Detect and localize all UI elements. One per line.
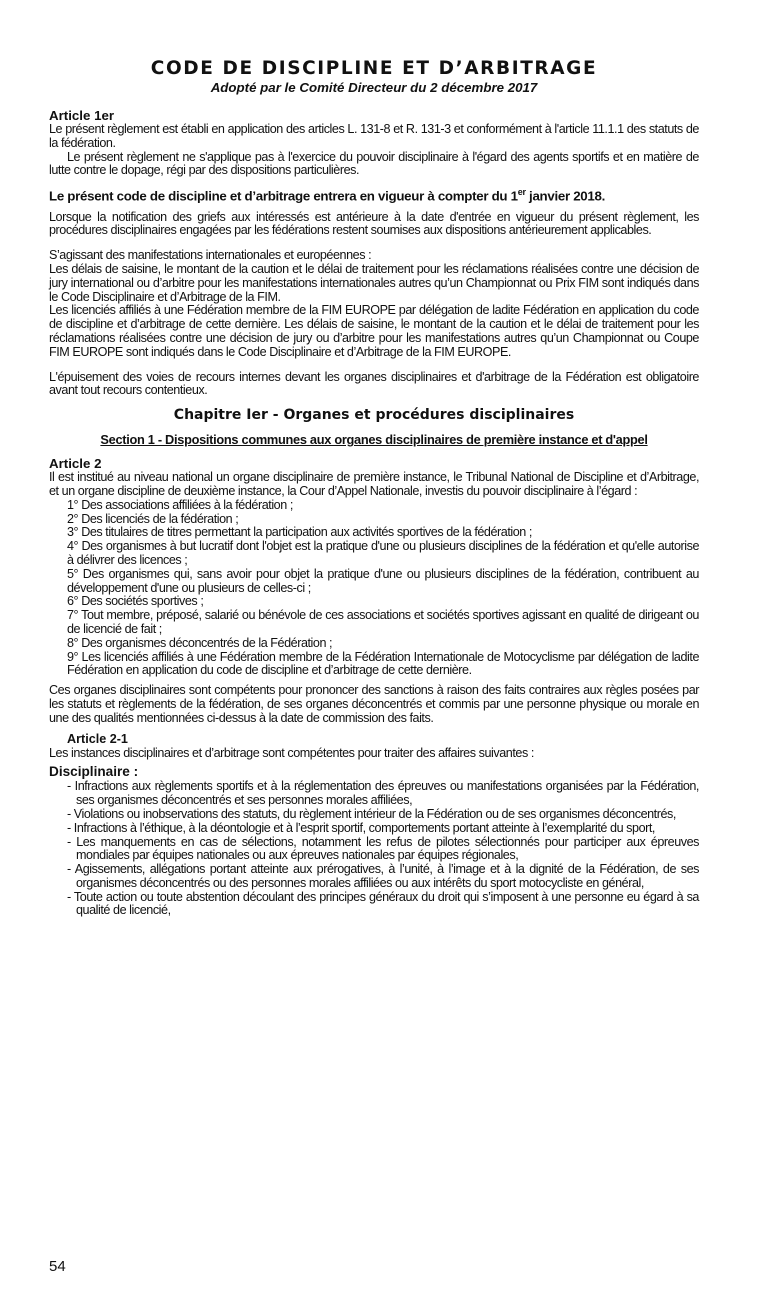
article-1-paragraph: L'épuisement des voies de recours internes devant les organes disciplinaires et d'arbitrage de la Fédération est obligatoire avant tout recours contentieux. [49, 369, 699, 398]
list-item: 5° Des organismes qui, sans avoir pour objet la pratique d'une ou plusieurs disciplines de la fédération, contribuent au développement d'une ou plusieurs de celles-ci ; [67, 566, 699, 595]
article-1-paragraph: S’agissant des manifestations internationales et européennes : [49, 248, 372, 263]
list-item: 7° Tout membre, préposé, salarié ou bénévole de ces associations et sociétés sportives agissant en qualité de dirigeant ou de licencié de fait ; [67, 608, 699, 636]
page-number: 54 [49, 1258, 66, 1275]
section-heading: Section 1 - Dispositions communes aux organes disciplinaires de première instance et d'appel [100, 432, 648, 448]
document-subtitle: Adopté par le Comité Directeur du 2 décembre 2017 [210, 80, 538, 95]
disciplinary-list [49, 780, 699, 918]
list-item: - Violations ou inobservations des statuts, du règlement intérieur de la Fédération ou de ses organismes déconcentrés, [67, 806, 676, 821]
article-2-1-intro: Les instances disciplinaires et d’arbitrage sont compétentes pour traiter des affaires suivantes : [49, 745, 534, 760]
article-2-intro: Il est institué au niveau national un organe disciplinaire de première instance, le Tribunal National de Discipline et d’Arbitrage, et un organe discipline de deuxième instance, la Cour d’Appel Nationale, investis du pouvoir disciplinaire à l’égard : [49, 470, 699, 498]
article-2-list [49, 499, 699, 678]
article-2-closing: Ces organes disciplinaires sont compétents pour prononcer des sanctions à raison des faits contraires aux règles posées par les statuts et règlements de la fédération, de ses organes déconcentrés et commis par une personne physique ou morale en une des qualités mentionnées ci-dessus à la date de commission des faits. [49, 683, 699, 725]
list-item: 6° Des sociétés sportives ; [67, 594, 204, 609]
article-2-1-heading: Article 2-1 [67, 731, 128, 746]
list-item: 4° Des organismes à but lucratif dont l'objet est la pratique d'une ou plusieurs disciplines de la fédération et qu'elle autorise à délivrer des licences ; [67, 539, 699, 567]
list-item: - Infractions à l’éthique, à la déontologie et à l’esprit sportif, comportements portant atteinte à l’exemplarité du sport, [67, 820, 655, 835]
list-item: 1° Des associations affiliées à la fédération ; [67, 497, 293, 512]
article-2-heading: Article 2 [49, 456, 102, 472]
document-page [49, 58, 699, 918]
article-1-paragraph: Le présent règlement est établi en application des articles L. 131-8 et R. 131-3 et conformément à l'article 11.1.1 des statuts de la fédération. [49, 122, 699, 150]
article-1-heading: Article 1er [49, 108, 115, 123]
list-item: - Toute action ou toute abstention découlant des principes généraux du droit qui s’imposent à une personne eu égard à sa qualité de licencié, [67, 889, 699, 918]
article-1-paragraph: Les licenciés affiliés à une Fédération membre de la FIM EUROPE par délégation de ladite Fédération en application du code de discipline et d’arbitrage de cette dernière. Les délais de saisine, le montant de la caution et le délai de traitement pour les réclamations réalisées contre une décision de jury ou d’arbitre pour les manifestations autres qu’un Championnat ou Coupe FIM EUROPE sont indiqués dans le Code Disciplinaire et d’Arbitrage de la FIM EUROPE. [49, 303, 699, 359]
list-item: - Les manquements en cas de sélections, notamment les refus de pilotes sélectionnés pour participer aux épreuves mondiales par équipes nationales ou aux épreuves nationales par équipes régionales, [67, 834, 699, 863]
effective-date-statement: Le présent code de discipline et d’arbitrage entrera en vigueur à compter du 1er janvier 2018. [49, 187, 605, 204]
list-item: 3° Des titulaires de titres permettant la participation aux activités sportives de la fédération ; [67, 525, 532, 540]
article-1-paragraph: Le présent règlement ne s'applique pas à l'exercice du pouvoir disciplinaire à l'égard des agents sportifs et en matière de lutte contre le dopage, régi par des dispositions particulières. [49, 149, 699, 178]
list-item: 8° Des organismes déconcentrés de la Fédération ; [67, 635, 333, 650]
disciplinary-heading: Disciplinaire : [49, 764, 139, 780]
chapter-heading: Chapitre Ier - Organes et procédures disciplinaires [173, 407, 575, 424]
list-item: 9° Les licenciés affiliés à une Fédération membre de la Fédération Internationale de Motocyclisme par délégation de ladite Fédération en application du code de discipline et d’arbitrage de cette dernière. [67, 649, 699, 678]
document-title: CODE DE DISCIPLINE ET D’ARBITRAGE [150, 58, 598, 79]
article-1-paragraph: Lorsque la notification des griefs aux intéressés est antérieure à la date d'entrée en vigueur du présent règlement, les procédures disciplinaires engagées par les fédérations restent soumises aux dispositions antérieurement applicables. [49, 209, 699, 238]
list-item: - Agissements, allégations portant atteinte aux prérogatives, à l’unité, à l’image et à la dignité de la Fédération, de ses organismes déconcentrés ou des personnes morales affiliées ou aux intérêts du sport motocycliste en général, [67, 862, 699, 890]
article-1-paragraph: Les délais de saisine, le montant de la caution et le délai de traitement pour les réclamations réalisées contre une décision de jury international ou d’arbitre pour les manifestations internationales autres qu’un Championnat ou Prix FIM sont indiqués dans le Code Disciplinaire et d’Arbitrage de la FIM. [49, 262, 699, 304]
list-item: - Infractions aux règlements sportifs et à la réglementation des épreuves ou manifestations organisées par la Fédération, ses organismes déconcentrés et ses personnes morales affiliées, [67, 779, 699, 808]
list-item: 2° Des licenciés de la fédération ; [67, 511, 239, 526]
